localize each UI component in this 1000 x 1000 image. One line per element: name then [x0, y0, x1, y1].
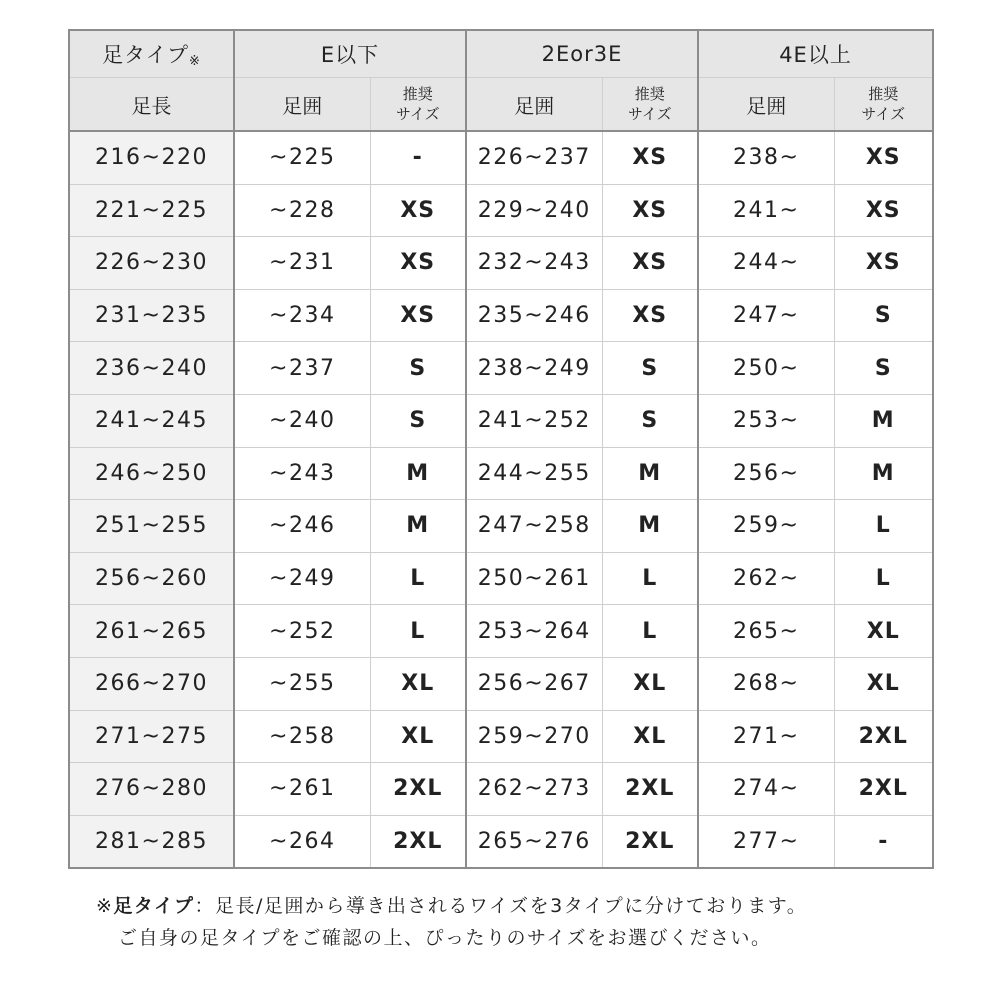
girth-cell-2e: 244~255	[466, 447, 602, 500]
girth-cell-4e: 265~	[698, 605, 834, 658]
foot-length-cell: 231~235	[69, 289, 234, 342]
girth-cell-2e: 226~237	[466, 131, 602, 184]
rec-size-cell-e: 2XL	[370, 815, 466, 868]
girth-cell-e: ~231	[234, 237, 370, 290]
girth-cell-e: ~264	[234, 815, 370, 868]
girth-cell-4e: 247~	[698, 289, 834, 342]
foot-length-cell: 221~225	[69, 184, 234, 237]
girth-cell-4e: 256~	[698, 447, 834, 500]
girth-cell-e: ~252	[234, 605, 370, 658]
girth-cell-4e: 244~	[698, 237, 834, 290]
foot-type-mark: ※	[189, 54, 201, 69]
rec-size-cell-2e: 2XL	[602, 763, 698, 816]
note-line2: ご自身の足タイプをご確認の上、ぴったりのサイズをお選びください。	[118, 927, 772, 949]
foot-length-cell: 271~275	[69, 710, 234, 763]
rec-size-header-line1: 推奨	[402, 85, 433, 103]
rec-size-cell-e: XL	[370, 657, 466, 710]
girth-cell-4e: 250~	[698, 342, 834, 395]
girth-cell-2e: 247~258	[466, 500, 602, 553]
rec-size-cell-2e: XS	[602, 237, 698, 290]
rec-size-cell-e: XS	[370, 184, 466, 237]
rec-size-header-e	[370, 78, 466, 132]
rec-size-cell-e: XS	[370, 289, 466, 342]
foot-length-cell: 281~285	[69, 815, 234, 868]
note-mark: ※	[96, 895, 114, 917]
girth-cell-2e: 256~267	[466, 657, 602, 710]
girth-cell-e: ~255	[234, 657, 370, 710]
note-line1	[96, 895, 807, 917]
girth-header-2e: 足囲	[466, 78, 602, 132]
rec-size-cell-2e: XL	[602, 710, 698, 763]
girth-header-4e: 足囲	[698, 78, 834, 132]
foot-length-cell: 251~255	[69, 500, 234, 553]
table-row	[69, 131, 933, 184]
girth-cell-4e: 274~	[698, 763, 834, 816]
girth-cell-2e: 262~273	[466, 763, 602, 816]
girth-cell-2e: 250~261	[466, 552, 602, 605]
girth-cell-e: ~228	[234, 184, 370, 237]
girth-cell-4e: 259~	[698, 500, 834, 553]
foot-length-cell: 236~240	[69, 342, 234, 395]
foot-length-cell: 246~250	[69, 447, 234, 500]
table-row	[69, 763, 933, 816]
foot-type-header-row	[69, 30, 933, 78]
note-line1-text: ：足長/足囲から導き出されるワイズを3タイプに分けております。	[194, 895, 808, 917]
girth-cell-4e: 277~	[698, 815, 834, 868]
rec-size-cell-e: XS	[370, 237, 466, 290]
table-row	[69, 184, 933, 237]
rec-size-header-4e	[834, 78, 933, 132]
rec-size-cell-e: M	[370, 500, 466, 553]
rec-size-cell-2e: 2XL	[602, 815, 698, 868]
foot-type-label: 足タイプ	[102, 43, 190, 67]
table-row	[69, 237, 933, 290]
rec-size-cell-2e: S	[602, 394, 698, 447]
table-row	[69, 500, 933, 553]
girth-cell-4e: 271~	[698, 710, 834, 763]
rec-size-cell-e: M	[370, 447, 466, 500]
girth-cell-2e: 265~276	[466, 815, 602, 868]
foot-length-cell: 216~220	[69, 131, 234, 184]
foot-type-note	[96, 890, 807, 954]
rec-size-cell-4e: XS	[834, 184, 933, 237]
rec-size-header-line1: 推奨	[634, 85, 665, 103]
rec-size-cell-4e: L	[834, 500, 933, 553]
girth-cell-e: ~237	[234, 342, 370, 395]
rec-size-cell-e: -	[370, 131, 466, 184]
girth-cell-2e: 238~249	[466, 342, 602, 395]
rec-size-cell-2e: L	[602, 605, 698, 658]
rec-size-header-line2: サイズ	[861, 105, 906, 123]
girth-cell-e: ~249	[234, 552, 370, 605]
column-header-row	[69, 78, 933, 132]
rec-size-cell-4e: XS	[834, 237, 933, 290]
girth-cell-4e: 262~	[698, 552, 834, 605]
girth-cell-e: ~246	[234, 500, 370, 553]
rec-size-cell-4e: -	[834, 815, 933, 868]
table-row	[69, 657, 933, 710]
rec-size-cell-4e: XS	[834, 131, 933, 184]
size-chart-table	[68, 29, 934, 869]
rec-size-cell-e: S	[370, 394, 466, 447]
table-row	[69, 552, 933, 605]
foot-length-cell: 266~270	[69, 657, 234, 710]
rec-size-cell-4e: S	[834, 342, 933, 395]
girth-cell-e: ~261	[234, 763, 370, 816]
girth-cell-4e: 241~	[698, 184, 834, 237]
girth-header-e: 足囲	[234, 78, 370, 132]
girth-cell-2e: 235~246	[466, 289, 602, 342]
rec-size-cell-2e: S	[602, 342, 698, 395]
rec-size-cell-2e: XS	[602, 131, 698, 184]
girth-cell-4e: 268~	[698, 657, 834, 710]
table-row	[69, 447, 933, 500]
note-bold-term: 足タイプ	[113, 895, 195, 917]
foot-length-header: 足長	[69, 78, 234, 132]
rec-size-cell-4e: XL	[834, 605, 933, 658]
girth-cell-2e: 259~270	[466, 710, 602, 763]
foot-length-cell: 241~245	[69, 394, 234, 447]
table-row	[69, 605, 933, 658]
rec-size-cell-4e: M	[834, 447, 933, 500]
rec-size-header-line2: サイズ	[395, 105, 440, 123]
girth-cell-2e: 229~240	[466, 184, 602, 237]
group-header-2e-or-3e: 2Eor3E	[466, 30, 698, 78]
rec-size-cell-4e: M	[834, 394, 933, 447]
rec-size-cell-e: S	[370, 342, 466, 395]
girth-cell-e: ~234	[234, 289, 370, 342]
rec-size-cell-e: L	[370, 605, 466, 658]
table-row	[69, 815, 933, 868]
group-header-e-or-less: E以下	[234, 30, 466, 78]
rec-size-cell-2e: L	[602, 552, 698, 605]
rec-size-header-line2: サイズ	[627, 105, 672, 123]
foot-length-cell: 276~280	[69, 763, 234, 816]
girth-cell-4e: 253~	[698, 394, 834, 447]
girth-cell-e: ~240	[234, 394, 370, 447]
foot-length-cell: 256~260	[69, 552, 234, 605]
girth-cell-e: ~243	[234, 447, 370, 500]
girth-cell-2e: 253~264	[466, 605, 602, 658]
rec-size-cell-2e: XS	[602, 289, 698, 342]
girth-cell-2e: 241~252	[466, 394, 602, 447]
rec-size-cell-4e: S	[834, 289, 933, 342]
table-row	[69, 342, 933, 395]
table-row	[69, 394, 933, 447]
girth-cell-2e: 232~243	[466, 237, 602, 290]
rec-size-cell-2e: M	[602, 500, 698, 553]
rec-size-header-line1: 推奨	[868, 85, 899, 103]
rec-size-cell-4e: L	[834, 552, 933, 605]
group-header-4e-or-more: 4E以上	[698, 30, 933, 78]
rec-size-cell-2e: M	[602, 447, 698, 500]
foot-type-label-cell	[69, 30, 234, 78]
girth-cell-4e: 238~	[698, 131, 834, 184]
rec-size-cell-4e: 2XL	[834, 763, 933, 816]
rec-size-cell-e: L	[370, 552, 466, 605]
rec-size-cell-2e: XL	[602, 657, 698, 710]
rec-size-header-2e	[602, 78, 698, 132]
rec-size-cell-4e: XL	[834, 657, 933, 710]
table-row	[69, 710, 933, 763]
table-row	[69, 289, 933, 342]
rec-size-cell-4e: 2XL	[834, 710, 933, 763]
rec-size-cell-e: XL	[370, 710, 466, 763]
rec-size-cell-e: 2XL	[370, 763, 466, 816]
table-body	[69, 30, 933, 868]
rec-size-cell-2e: XS	[602, 184, 698, 237]
girth-cell-e: ~258	[234, 710, 370, 763]
girth-cell-e: ~225	[234, 131, 370, 184]
foot-length-cell: 226~230	[69, 237, 234, 290]
foot-length-cell: 261~265	[69, 605, 234, 658]
